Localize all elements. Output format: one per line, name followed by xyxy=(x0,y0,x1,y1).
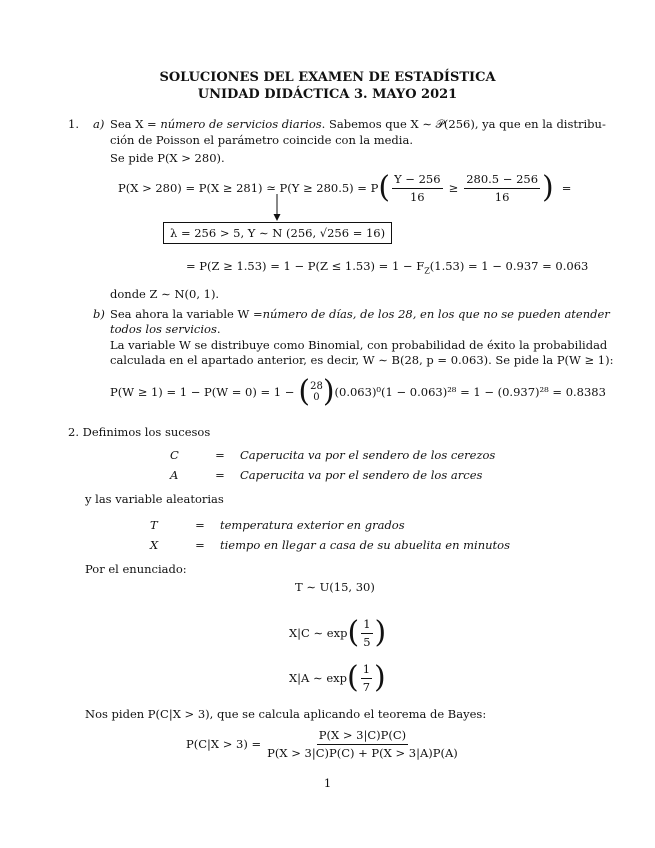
title-line-1: SOLUCIONES DEL EXAMEN DE ESTADÍSTICA xyxy=(159,70,496,85)
part-a-ask: Se pide P(X > 280). xyxy=(110,151,225,165)
equation-1: P(X > 280) = P(X ≥ 281) ≃ P(Y ≥ 280.5) = P ( $\frac{Y - 256}{16}$ ≥ $\frac{280.5 - 256}{16}$ ) = xyxy=(118,170,572,205)
part-b-label: b) xyxy=(93,307,105,321)
part-a-line2: ción de Poisson el parámetro coincide con la media. xyxy=(110,133,413,147)
event-a: A = Caperucita va por el sendero de los arces xyxy=(170,468,483,483)
t-distribution: T ∼ U(15, 30) xyxy=(295,580,375,594)
normal-approximation-box: λ = 256 > 5, Y ∼ N (256, √256 = 16) xyxy=(163,222,392,244)
variable-x: X = tiempo en llegar a casa de su abuelita en minutos xyxy=(150,538,510,553)
binomial-equation: P(W ≥ 1) = 1 − P(W = 0) = 1 − ( 28 0 ) (0.063)⁰(1 − 0.063)²⁸ = 1 − (0.937)²⁸ = 0.8383 xyxy=(110,374,606,409)
x-given-c-distribution: X|C ∼ exp ( $\frac{1}{5}$ ) xyxy=(289,615,387,650)
enunciado-label: Por el enunciado: xyxy=(85,562,187,576)
equation-2: = $P(Z \ge 1.53) = 1 - P(Z \le 1.53) = 1 - F_Z(1.53) = 1 - 0.937 = 0.063$ xyxy=(186,259,589,276)
event-c: C = Caperucita va por el sendero de los cerezos xyxy=(170,448,496,462)
page-number: 1 xyxy=(323,776,332,790)
part-a-label: a) xyxy=(93,117,105,131)
bayes-equation: P(C|X > 3) = $\frac{P(X > 3|C)P(C)}{P(X > 3|C)P(C) + P(X > 3|A)P(A)}$ xyxy=(186,728,458,760)
vars-intro: y las variable aleatorias xyxy=(85,492,224,506)
title-line-2: UNIDAD DIDÁCTICA 3. MAYO 2021 xyxy=(197,87,458,102)
part-b-line1: Sea ahora la variable W =número de días, de los 28, en los que no se pueden atender xyxy=(110,307,610,321)
problem-1-number: 1. xyxy=(68,117,79,131)
x-given-a-distribution: X|A ∼ exp ( $\frac{1}{7}$ ) xyxy=(289,660,386,695)
events-list xyxy=(170,448,495,483)
donde-z: donde Z ∼ N(0, 1). xyxy=(110,287,220,301)
part-b-line4: calculada en el apartado anterior, es decir, W ∼ B(28, p = 0.063). Se pide la P(W ≥ 1): xyxy=(110,353,614,367)
bayes-intro: Nos piden P(C|X > 3), que se calcula aplicando el teorema de Bayes: xyxy=(85,707,487,721)
part-a-intro: Sea X = número de servicios diarios. Sabemos que X ∼ 𝒫(256), ya que en la distribu- xyxy=(110,117,606,131)
variable-t: T = temperatura exterior en grados xyxy=(150,518,405,532)
part-b-line2: todos los servicios. xyxy=(110,322,221,336)
down-arrow-icon xyxy=(272,194,282,222)
problem-2-intro: 2. Definimos los sucesos xyxy=(68,425,211,439)
part-b-line3: La variable W se distribuye como Binomial, con probabilidad de éxito la probabilidad xyxy=(110,338,608,352)
variables-list xyxy=(150,518,510,553)
